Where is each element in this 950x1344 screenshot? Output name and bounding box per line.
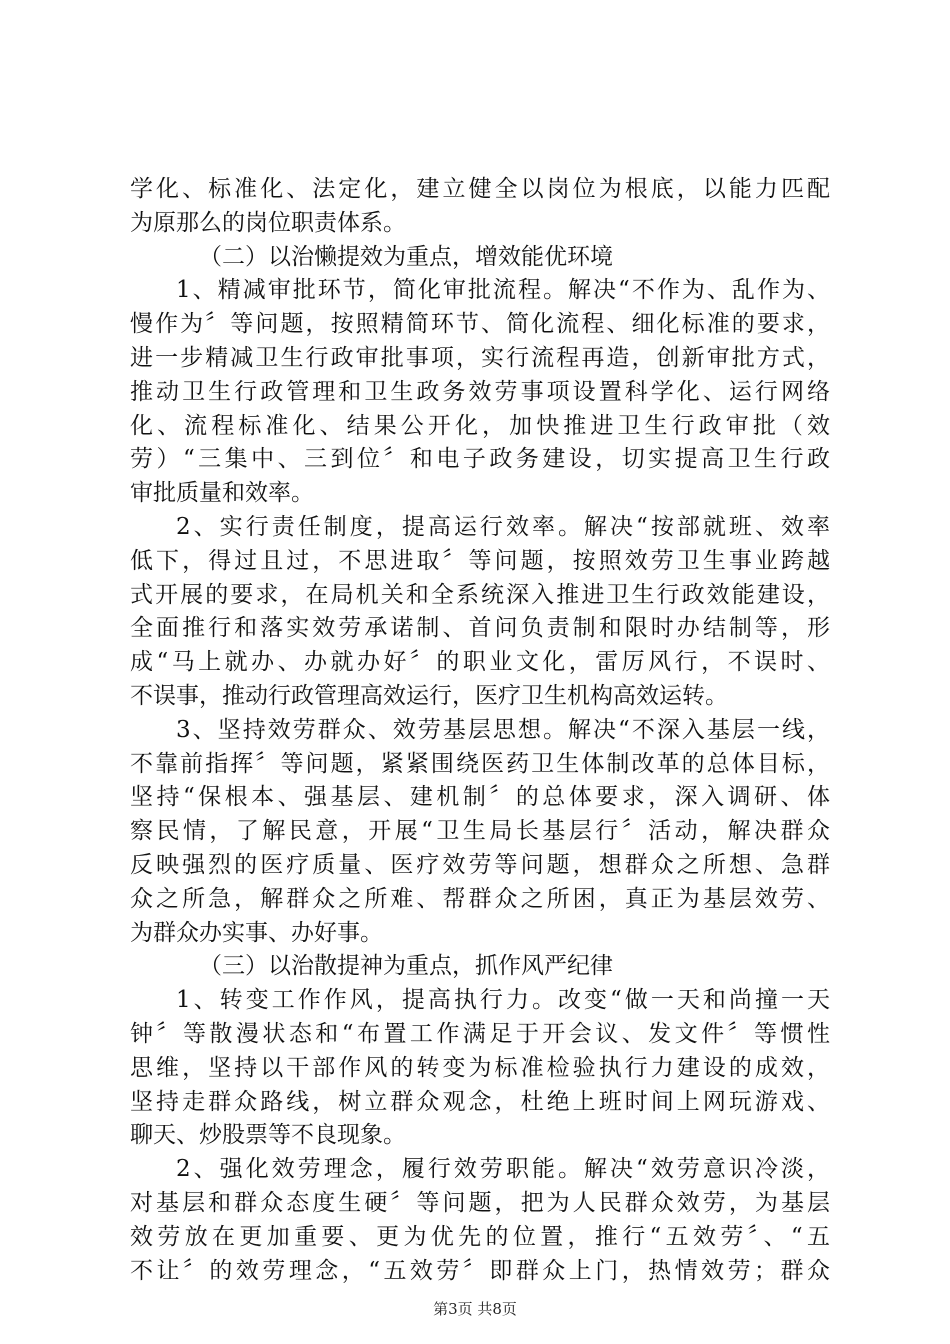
text-line: 为原那么的岗位职责体系。 (130, 209, 406, 236)
text-line: 对基层和群众态度生硬〞等问题，把为人民群众效劳，为基层 (130, 1189, 830, 1216)
text-line: 推动卫生行政管理和卫生政务效劳事项设置科学化、运行网络 (130, 378, 830, 405)
text-line: 1、精减审批环节，简化审批流程。解决“不作为、乱作为、 (176, 277, 830, 304)
text-line: 不让〞的效劳理念，“五效劳〞即群众上门，热情效劳；群众 (130, 1257, 830, 1284)
text-line: 审批质量和效率。 (130, 480, 314, 507)
text-line: 坚持走群众路线，树立群众观念，杜绝上班时间上网玩游戏、 (130, 1088, 830, 1115)
text-line: 钟〞等散漫状态和“布置工作满足于开会议、发文件〞等惯性 (130, 1020, 830, 1047)
text-line: 全面推行和落实效劳承诺制、首问负责制和限时办结制等，形 (130, 615, 830, 642)
text-line: 化、流程标准化、结果公开化，加快推进卫生行政审批（效 (130, 412, 830, 439)
text-line: 慢作为〞等问题，按照精简环节、简化流程、细化标准的要求， (130, 311, 830, 338)
text-line: （二）以治懒提效为重点，增效能优环境 (199, 243, 613, 270)
text-line: 不靠前指挥〞等问题，紧紧围绕医药卫生体制改革的总体目标， (130, 750, 830, 777)
text-line: 坚持“保根本、强基层、建机制〞的总体要求，深入调研、体 (130, 784, 830, 811)
text-line: 低下，得过且过，不思进取〞等问题，按照效劳卫生事业跨越 (130, 547, 830, 574)
text-line: 成“马上就办、办就办好〞的职业文化，雷厉风行，不误时、 (130, 649, 830, 676)
text-line: 2、强化效劳理念，履行效劳职能。解决“效劳意识冷淡， (176, 1156, 830, 1183)
text-line: 进一步精减卫生行政审批事项，实行流程再造，创新审批方式， (130, 344, 830, 371)
text-line: 式开展的要求，在局机关和全系统深入推进卫生行政效能建设， (130, 581, 830, 608)
page-footer: 第3页 共8页 (433, 1300, 517, 1318)
text-line: 劳）“三集中、三到位〞和电子政务建设，切实提高卫生行政 (130, 446, 830, 473)
text-line: 1、转变工作作风，提高执行力。改变“做一天和尚撞一天 (176, 987, 830, 1014)
text-line: （三）以治散提神为重点，抓作风严纪律 (199, 953, 613, 980)
text-line: 2、实行责任制度，提高运行效率。解决“按部就班、效率 (176, 513, 830, 540)
text-line: 为群众办实事、办好事。 (130, 919, 383, 946)
text-line: 反映强烈的医疗质量、医疗效劳等问题，想群众之所想、急群 (130, 851, 830, 878)
document-body (130, 173, 830, 1288)
text-line: 不误事，推动行政管理高效运行，医疗卫生机构高效运转。 (130, 682, 728, 709)
text-line: 效劳放在更加重要、更为优先的位置，推行“五效劳〞、“五 (130, 1223, 830, 1250)
text-line: 学化、标准化、法定化，建立健全以岗位为根底，以能力匹配 (130, 176, 830, 202)
text-line: 察民情，了解民意，开展“卫生局长基层行〞活动，解决群众 (130, 818, 830, 845)
text-line: 众之所急，解群众之所难、帮群众之所困，真正为基层效劳、 (130, 885, 830, 912)
text-line: 3、坚持效劳群众、效劳基层思想。解决“不深入基层一线， (176, 716, 830, 743)
text-line: 思维，坚持以干部作风的转变为标准检验执行力建设的成效， (130, 1054, 830, 1081)
text-line: 聊天、炒股票等不良现象。 (130, 1122, 406, 1149)
